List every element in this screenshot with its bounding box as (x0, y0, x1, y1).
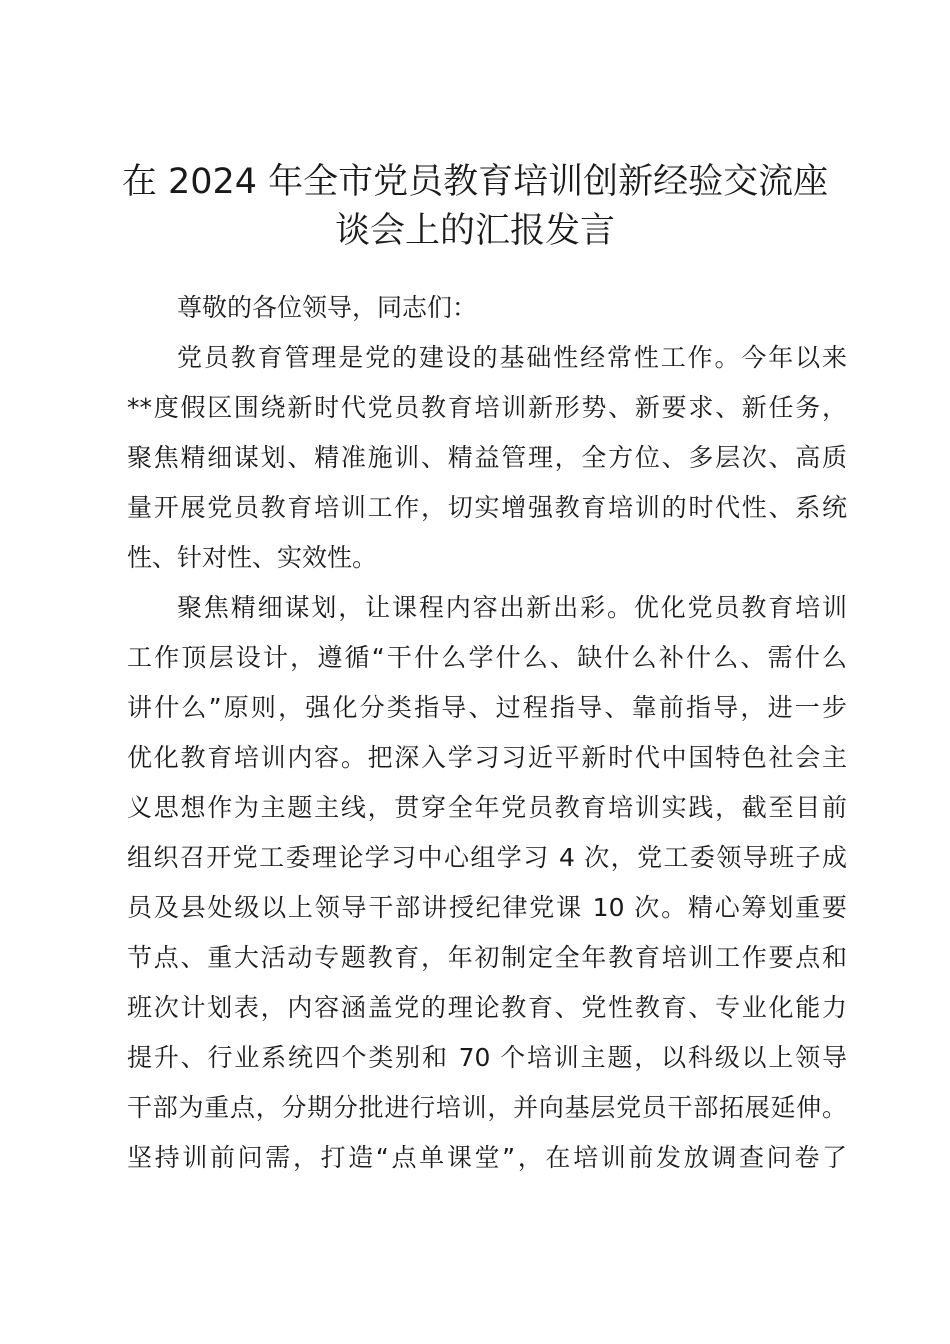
text-line: 义思想作为主题主线，贯穿全年党员教育培训实践，截至目前 (127, 793, 847, 822)
document-title (110, 158, 840, 256)
text-line: 班次计划表，内容涵盖党的理论教育、党性教育、专业化能力 (127, 993, 847, 1022)
text-line: 尊敬的各位领导，同志们： (177, 293, 478, 322)
text-line: 优化教育培训内容。把深入学习习近平新时代中国特色社会主 (127, 743, 847, 772)
text-line: 聚焦精细谋划、精准施训、精益管理，全方位、多层次、高质 (127, 443, 847, 472)
text-line: 节点、重大活动专题教育，年初制定全年教育培训工作要点和 (127, 943, 847, 972)
text-line: 党员教育管理是党的建设的基础性经常性工作。今年以来 (177, 343, 847, 372)
text-line: **度假区围绕新时代党员教育培训新形势、新要求、新任务， (127, 393, 847, 422)
text-line: 讲什么”原则，强化分类指导、过程指导、靠前指导，进一步 (127, 693, 847, 722)
text-line: 性、针对性、实效性。 (127, 543, 378, 572)
text-line: 聚焦精细谋划，让课程内容出新出彩。优化党员教育培训 (177, 593, 847, 622)
text-line: 干部为重点，分期分批进行培训，并向基层党员干部拓展延伸。 (127, 1093, 847, 1122)
document-body (127, 283, 847, 1183)
title-line: 谈会上的汇报发言 (334, 211, 615, 251)
text-line: 组织召开党工委理论学习中心组学习 4 次，党工委领导班子成 (127, 843, 847, 872)
title-line: 在 2024 年全市党员教育培训创新经验交流座 (121, 162, 829, 202)
text-line: 坚持训前问需，打造“点单课堂”，在培训前发放调查问卷了 (127, 1143, 847, 1172)
text-line: 提升、行业系统四个类别和 70 个培训主题，以科级以上领导 (127, 1043, 847, 1072)
text-line: 工作顶层设计，遵循“干什么学什么、缺什么补什么、需什么 (127, 643, 847, 672)
text-line: 员及县处级以上领导干部讲授纪律党课 10 次。精心筹划重要 (127, 893, 847, 922)
text-line: 量开展党员教育培训工作，切实增强教育培训的时代性、系统 (127, 493, 847, 522)
